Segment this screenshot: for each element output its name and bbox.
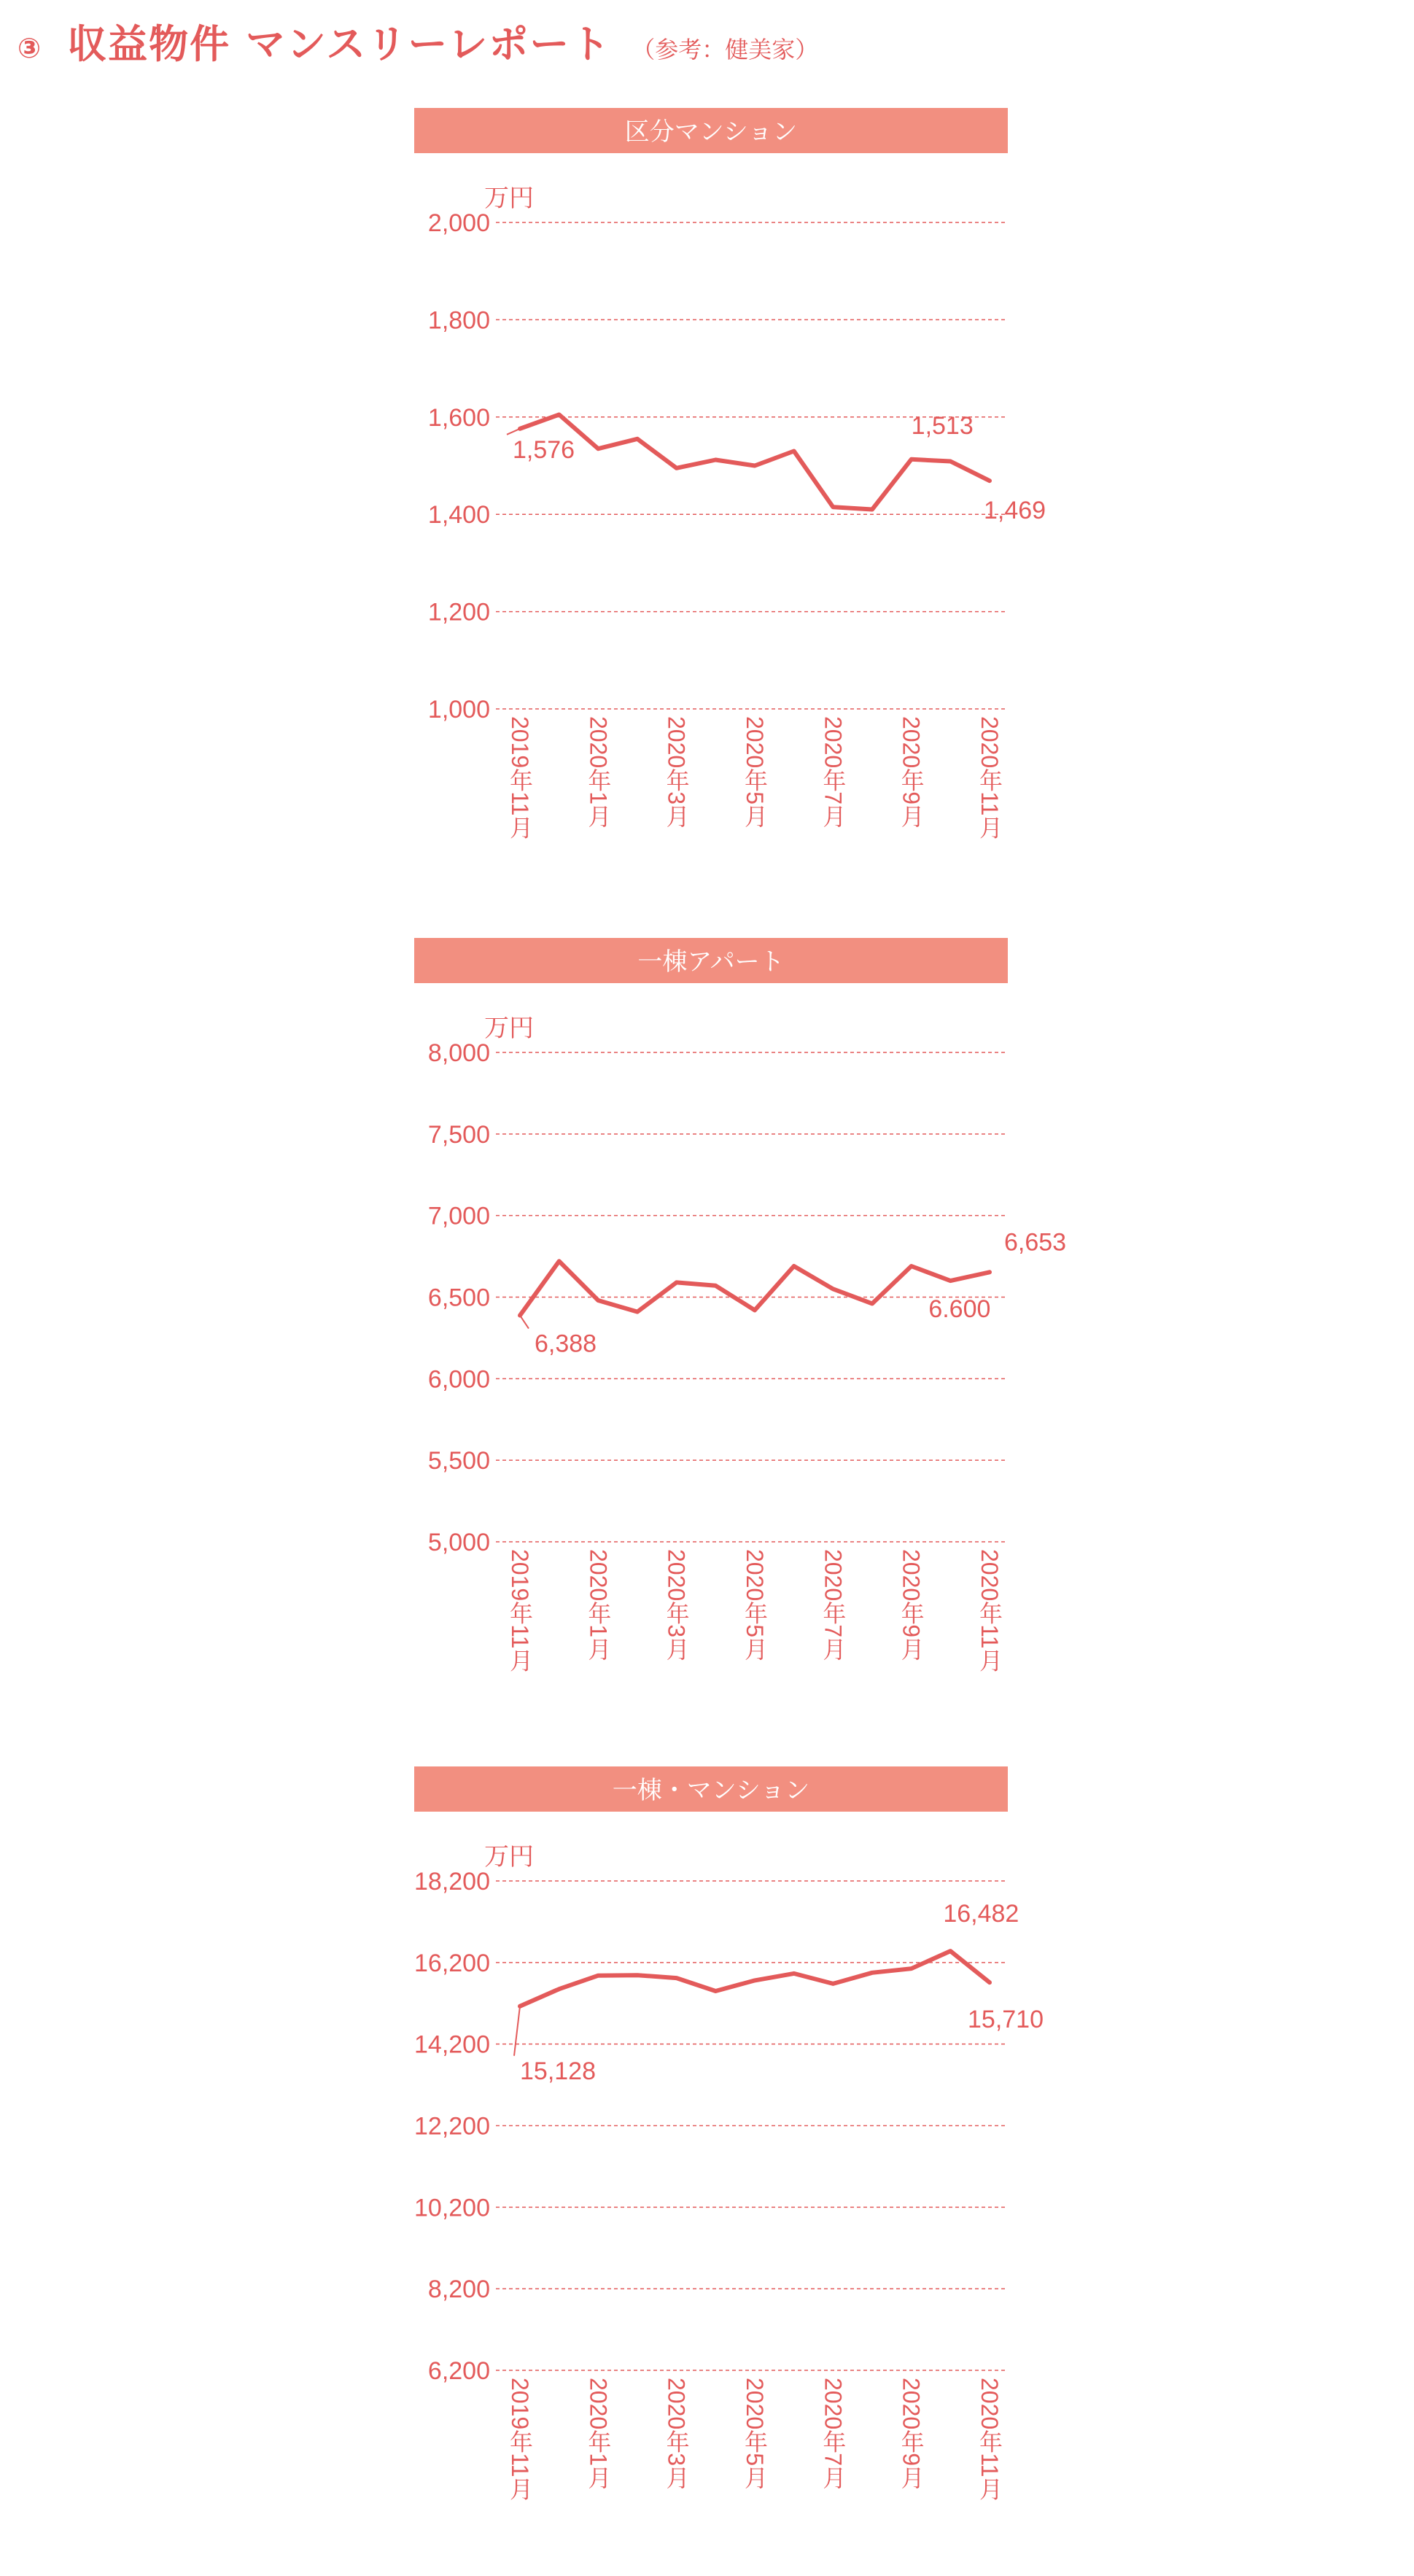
data-label: 16,482 (943, 1900, 1019, 1928)
data-label: 15,710 (968, 2006, 1044, 2034)
x-tick-label: 2020年11月 (976, 716, 1003, 839)
y-tick-label: 6,000 (427, 1365, 490, 1394)
data-label: 1,576 (513, 435, 575, 464)
y-tick-label: 10,200 (414, 2194, 490, 2222)
y-axis-unit: 万円 (484, 1843, 534, 1871)
x-tick-label: 2020年9月 (898, 2378, 925, 2489)
x-tick-label: 2020年1月 (585, 1549, 612, 1661)
y-tick-label: 5,000 (427, 1529, 490, 1556)
data-label: 6.600 (928, 1295, 991, 1324)
x-tick-label: 2020年3月 (663, 1549, 690, 1661)
chart-title: 区分マンション (624, 118, 798, 146)
data-label: 1,469 (984, 497, 1046, 525)
y-tick-label: 8,200 (427, 2276, 490, 2304)
chart-title: 一棟アパート (637, 948, 785, 976)
y-tick-label: 7,000 (427, 1202, 490, 1230)
annotation-leader (520, 1316, 529, 1329)
y-tick-label: 6,200 (427, 2357, 490, 2385)
y-tick-label: 18,200 (414, 1868, 490, 1896)
data-label: 6,388 (535, 1330, 597, 1358)
y-tick-label: 8,000 (427, 1039, 490, 1067)
x-tick-label: 2020年3月 (663, 716, 690, 828)
y-tick-label: 1,200 (427, 598, 490, 626)
y-tick-label: 5,500 (427, 1447, 490, 1475)
chart-panel (414, 938, 1066, 1672)
x-tick-label: 2020年5月 (742, 2378, 768, 2489)
y-axis-unit: 万円 (484, 1015, 534, 1042)
y-tick-label: 1,400 (427, 501, 490, 529)
series-line (520, 1261, 990, 1315)
data-label: 1,513 (911, 411, 974, 440)
y-tick-label: 7,500 (427, 1120, 490, 1149)
x-tick-label: 2020年5月 (742, 716, 768, 828)
x-tick-label: 2020年1月 (585, 2378, 612, 2489)
x-tick-label: 2019年11月 (507, 716, 533, 839)
annotation-leader (507, 429, 520, 435)
x-tick-label: 2020年11月 (976, 1549, 1003, 1672)
y-axis-unit: 万円 (484, 185, 534, 212)
y-tick-label: 16,200 (414, 1949, 490, 1977)
x-tick-label: 2020年11月 (976, 2378, 1003, 2501)
x-tick-label: 2020年5月 (742, 1549, 768, 1661)
reference-source: （参考：健美家） (632, 36, 819, 63)
y-tick-label: 12,200 (414, 2112, 490, 2141)
section-number: ③ (18, 32, 42, 64)
y-tick-label: 1,000 (427, 696, 490, 723)
report-title: 収益物件 マンスリーレポート (67, 21, 612, 67)
data-label: 6,653 (1004, 1228, 1067, 1257)
x-tick-label: 2020年7月 (820, 716, 847, 828)
data-label: 15,128 (520, 2057, 596, 2085)
x-tick-label: 2019年11月 (507, 1549, 533, 1672)
x-tick-label: 2020年3月 (663, 2378, 690, 2489)
chart-panel (414, 1766, 1044, 2500)
x-tick-label: 2020年7月 (820, 1549, 847, 1661)
y-tick-label: 1,800 (427, 306, 490, 335)
x-tick-label: 2020年1月 (585, 716, 612, 828)
chart-panel (414, 108, 1046, 839)
annotation-leader (514, 2006, 520, 2056)
x-tick-label: 2020年9月 (898, 716, 925, 828)
chart-title: 一棟・マンション (612, 1777, 810, 1804)
y-tick-label: 14,200 (414, 2030, 490, 2059)
x-tick-label: 2019年11月 (507, 2378, 533, 2501)
y-tick-label: 6,500 (427, 1284, 490, 1312)
x-tick-label: 2020年9月 (898, 1549, 925, 1661)
y-tick-label: 2,000 (427, 209, 490, 237)
y-tick-label: 1,600 (427, 403, 490, 432)
x-tick-label: 2020年7月 (820, 2378, 847, 2489)
